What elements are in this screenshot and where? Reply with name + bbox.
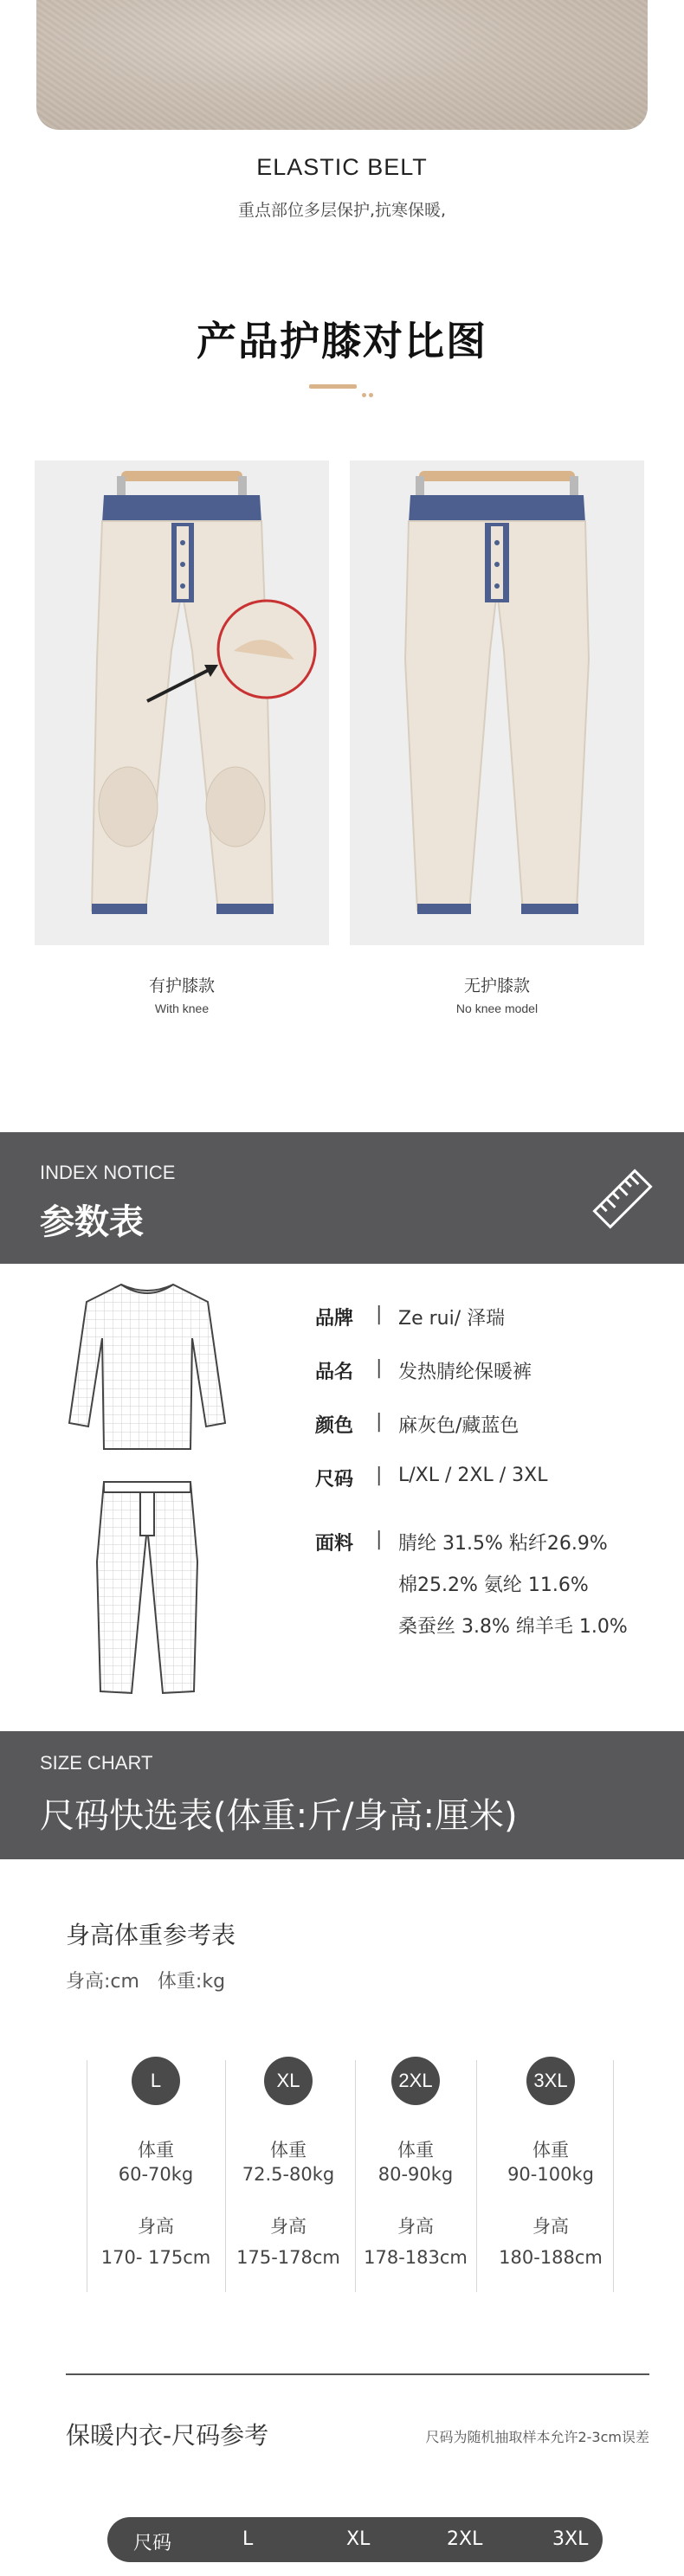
- param-value-color: 麻灰色/藏蓝色: [398, 1415, 519, 1437]
- size-chart-zh: 尺码快选表(体重:斤/身高:厘米): [40, 1796, 518, 1836]
- weight-value: 72.5-80kg: [242, 2164, 335, 2185]
- param-sep: |: [376, 1529, 383, 1550]
- weight-value: 90-100kg: [507, 2164, 594, 2185]
- index-notice-en: INDEX NOTICE: [40, 1162, 176, 1183]
- param-sep: |: [376, 1411, 383, 1433]
- thermal-ref-note: 尺码为随机抽取样本允许2-3cm误差: [425, 2429, 649, 2445]
- height-label: 身高: [270, 2216, 307, 2237]
- weight-label: 体重: [397, 2140, 434, 2161]
- size-badge-XL: XL: [264, 2057, 313, 2105]
- param-label-size: 尺码: [315, 1469, 354, 1491]
- weight-label: 体重: [532, 2140, 569, 2161]
- elastic-belt-subtitle: 重点部位多层保护,抗寒保暖,: [237, 201, 447, 220]
- height-label: 身高: [532, 2216, 569, 2237]
- pants-no-knee-photo: [350, 460, 644, 945]
- with-knee-caption-zh: 有护膝款: [148, 976, 215, 995]
- size-badge-L: L: [132, 2057, 180, 2105]
- param-sep: |: [376, 1465, 383, 1486]
- param-label-name: 品名: [315, 1362, 354, 1383]
- table-header-L: L: [242, 2528, 254, 2550]
- weight-label: 体重: [138, 2140, 174, 2161]
- height-value: 178-183cm: [364, 2247, 468, 2268]
- table-header-3XL: 3XL: [552, 2528, 589, 2550]
- height-value: 170- 175cm: [100, 2247, 211, 2268]
- column-divider: [476, 2060, 477, 2292]
- table-header-XL: XL: [346, 2528, 371, 2550]
- param-label-color: 颜色: [315, 1415, 354, 1437]
- param-sep: |: [376, 1304, 383, 1325]
- param-value-brand: Ze rui/ 泽瑞: [398, 1308, 506, 1330]
- knee-compare-title: 产品护膝对比图: [197, 318, 487, 364]
- no-knee-caption-zh: 无护膝款: [463, 976, 530, 995]
- weight-value: 80-90kg: [377, 2164, 454, 2185]
- param-value-fabric: 腈纶 31.5% 粘纤26.9%: [398, 1533, 608, 1555]
- height-value: 175-178cm: [236, 2247, 340, 2268]
- height-value: 180-188cm: [499, 2247, 603, 2268]
- size-table-header: [107, 2517, 603, 2562]
- size-badge-3XL: 3XL: [526, 2057, 575, 2105]
- weight-label: 体重: [270, 2140, 307, 2161]
- size-chart-en: SIZE CHART: [40, 1752, 153, 1774]
- pants-with-knee-photo: [35, 460, 329, 945]
- param-sep: |: [376, 1357, 383, 1379]
- param-label-fabric: 面料: [315, 1533, 354, 1555]
- hw-ref-units: 身高:cm 体重:kg: [66, 1971, 226, 1993]
- title-underline-dots: [362, 384, 381, 389]
- table-header-2XL: 2XL: [447, 2528, 483, 2550]
- elastic-belt-title: ELASTIC BELT: [256, 154, 428, 180]
- index-notice-zh: 参数表: [40, 1202, 144, 1242]
- size-badge-2XL: 2XL: [391, 2057, 440, 2105]
- height-label: 身高: [397, 2216, 434, 2237]
- with-knee-caption-en: With knee: [154, 1001, 210, 1015]
- param-value-fabric-line3: 桑蚕丝 3.8% 绵羊毛 1.0%: [398, 1616, 628, 1638]
- hw-ref-title: 身高体重参考表: [66, 1921, 236, 1949]
- no-knee-caption-en: No knee model: [455, 1001, 539, 1015]
- title-underline: [309, 384, 357, 389]
- param-value-name: 发热腈纶保暖裤: [398, 1362, 532, 1383]
- section-divider: [66, 2373, 649, 2375]
- height-label: 身高: [138, 2216, 174, 2237]
- table-header-size: 尺码: [133, 2533, 172, 2554]
- thermal-ref-title: 保暖内衣-尺码参考: [66, 2421, 269, 2450]
- fabric-closeup-image: [36, 0, 648, 130]
- weight-value: 60-70kg: [118, 2164, 194, 2185]
- param-label-brand: 品牌: [315, 1308, 354, 1330]
- size-chart-band: [0, 1731, 684, 1859]
- column-divider: [225, 2060, 226, 2292]
- ruler-icon: [590, 1167, 655, 1231]
- index-notice-band: [0, 1132, 684, 1264]
- param-value-fabric-line2: 棉25.2% 氨纶 11.6%: [398, 1575, 589, 1596]
- column-divider: [613, 2060, 614, 2292]
- garment-sketch-illustration: [61, 1276, 234, 1709]
- param-value-size: L/XL / 2XL / 3XL: [398, 1465, 548, 1486]
